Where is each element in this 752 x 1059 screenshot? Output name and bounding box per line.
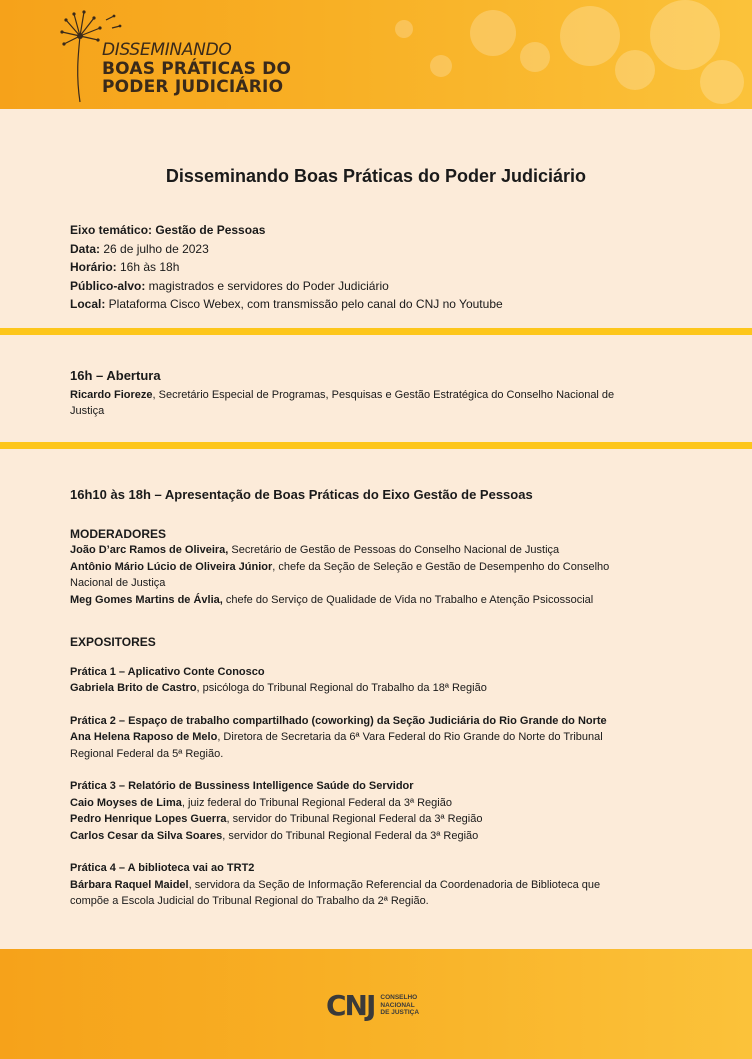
header-banner [0,0,752,109]
exhibitor-item: Ana Helena Raposo de Melo, Diretora de Secretaria da 6ª Vara Federal do Rio Grande do Norte do Tribunal Regional Federal da 5ª Região. [70,731,603,760]
practice-title: Prática 1 – Aplicativo Conte Conosco [70,665,265,678]
opening-section [70,368,630,420]
cnj-logo [326,989,419,1022]
decorative-bubble [560,6,620,66]
decorative-bubble [650,0,720,70]
practice-block [70,778,630,844]
moderator-item: Antônio Mário Lúcio de Oliveira Júnior, chefe da Seção de Seleção e Gestão de Desempenho do Conselho Nacional de Justiça [70,560,610,589]
divider-band [0,442,752,449]
exhibitor-item: Bárbara Raquel Maidel, servidora da Seção de Informação Referencial da Coordenadoria de Biblioteca que compõe a Escola Judicial do Tribunal Regional do Trabalho da 2ª Região. [70,878,601,907]
practice-block [70,664,630,697]
logo-line-2: BOAS PRÁTICAS DO [102,59,292,79]
opening-heading: 16h – Abertura [70,368,161,383]
presentation-heading: 16h10 às 18h – Apresentação de Boas Práticas do Eixo Gestão de Pessoas [70,487,533,502]
footer-banner [0,949,752,1059]
practice-title: Prática 4 – A biblioteca vai ao TRT2 [70,862,255,874]
logo-wordmark [102,40,291,96]
practice-block [70,860,630,910]
practice-block [70,713,630,763]
info-location: Local: Plataforma Cisco Webex, com transmissão pelo canal do CNJ no Youtube [70,297,503,311]
logo-line-3: PODER JUDICIÁRIO [102,77,284,97]
logo-line-1: DISSEMINANDO [102,40,232,60]
decorative-bubble [470,10,516,56]
exhibitor-item: Carlos Cesar da Silva Soares, servidor do Tribunal Regional Federal da 3ª Região [70,829,479,842]
decorative-bubble [615,50,655,90]
cnj-wordmark: CONSELHO NACIONAL DE JUSTIÇA [380,994,420,1017]
exhibitor-item: Pedro Henrique Lopes Guerra, servidor do Tribunal Regional Federal da 3ª Região [70,813,483,825]
exhibitor-item: Gabriela Brito de Castro, psicóloga do Tribunal Regional do Trabalho da 18ª Região [70,682,487,694]
decorative-bubble [520,42,550,72]
decorative-bubble [700,60,744,104]
opening-speaker: Ricardo Fioreze, Secretário Especial de Programas, Pesquisas e Gestão Estratégica do Conselho Nacional de Justiça [70,388,615,417]
event-info [70,221,503,314]
decorative-bubble [395,20,413,38]
page-title: Disseminando Boas Práticas do Poder Judiciário [165,166,587,186]
moderator-item: João D’arc Ramos de Oliveira, Secretário de Gestão de Pessoas do Conselho Nacional de Justiça [70,544,560,556]
exhibitor-item: Caio Moyses de Lima, juiz federal do Tribunal Regional Federal da 3ª Região [70,796,452,809]
presentation-section [70,487,630,910]
info-theme: Eixo temático: Gestão de Pessoas [70,223,266,237]
practice-title: Prática 3 – Relatório de Bussiness Intelligence Saúde do Servidor [70,780,414,792]
decorative-bubble [430,55,452,77]
cnj-mark: CNJ [326,989,375,1022]
info-audience: Público-alvo: magistrados e servidores do Poder Judiciário [70,278,389,293]
divider-band [0,328,752,335]
info-date: Data: 26 de julho de 2023 [70,241,209,256]
info-time: Horário: 16h às 18h [70,260,180,274]
practice-title: Prática 2 – Espaço de trabalho compartilhado (coworking) da Seção Judiciária do Rio Grande do Norte [70,714,607,727]
exhibitors-title: EXPOSITORES [70,635,156,649]
moderators-title: MODERADORES [70,526,167,541]
moderator-item: Meg Gomes Martins de Ávlia, chefe do Serviço de Qualidade de Vida no Trabalho e Atenção Psicossocial [70,593,594,606]
